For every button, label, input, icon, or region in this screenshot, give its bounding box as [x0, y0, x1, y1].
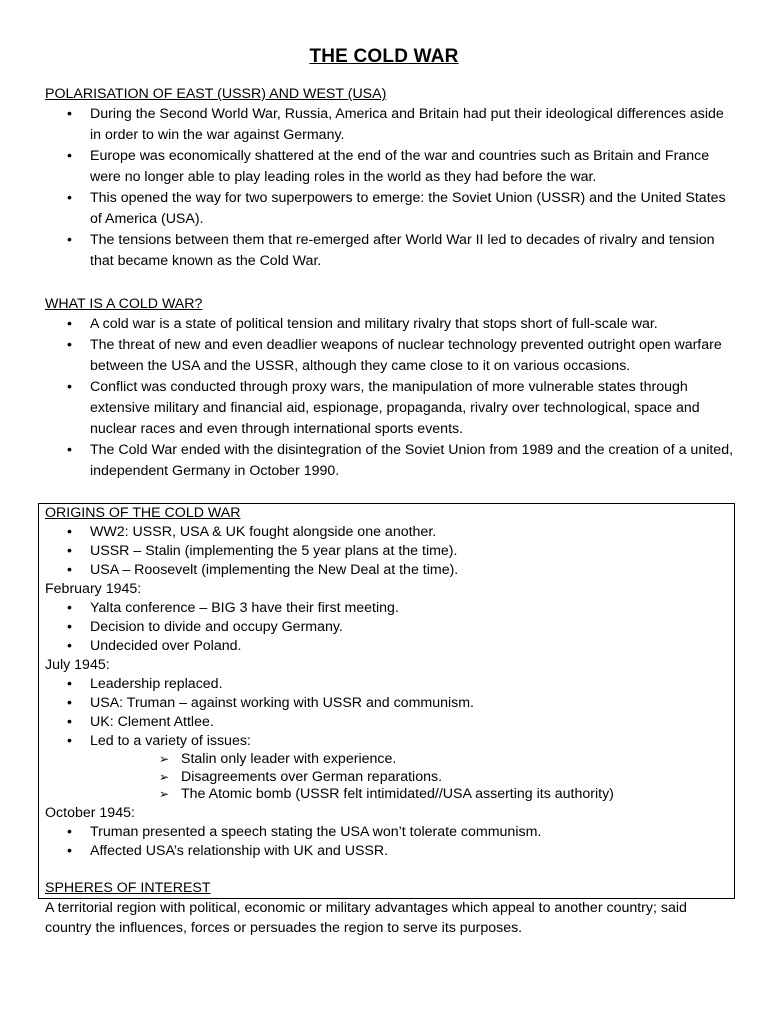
arrow-bullet-item: ➢ The Atomic bomb (USSR felt intimidated//USA asserting its authority) — [45, 786, 735, 804]
bullet-item: • The threat of new and even deadlier weapons of nuclear technology prevented outright open warfare between the USA and the USSR, although they came close to it on various occasions. — [45, 335, 735, 377]
bullet-item: • USA – Roosevelt (implementing the New Deal at the time). — [45, 561, 735, 580]
section-heading: SPHERES OF INTEREST — [45, 880, 211, 896]
bullet-list — [45, 314, 735, 482]
bullet-item: • USA: Truman – against working with USSR and communism. — [45, 694, 735, 713]
bullet-item: • Undecided over Poland. — [45, 637, 735, 656]
section-spheres — [45, 878, 735, 938]
arrow-bullet-item: ➢ Disagreements over German reparations. — [45, 769, 735, 787]
sub-bullet-list — [45, 751, 735, 804]
arrow-bullet-item: ➢ Stalin only leader with experience. — [45, 751, 735, 769]
bullet-item: • WW2: USSR, USA & UK fought alongside one another. — [45, 523, 735, 542]
section-heading: WHAT IS A COLD WAR? — [45, 296, 203, 312]
bullet-item: • This opened the way for two superpowers to emerge: the Soviet Union (USSR) and the United States of America (USA). — [45, 188, 735, 230]
bullet-item: • Decision to divide and occupy Germany. — [45, 618, 735, 637]
definition-paragraph: A territorial region with political, economic or military advantages which appeal to another country; said country the influences, forces or persuades the region to serve its purposes. — [45, 900, 687, 936]
bullet-list — [45, 599, 735, 656]
bullet-item: • During the Second World War, Russia, America and Britain had put their ideological differences aside in order to win the war against Germany. — [45, 104, 735, 146]
page-title: THE COLD WAR — [309, 46, 459, 67]
bullet-item: • Leadership replaced. — [45, 675, 735, 694]
bullet-item: • Yalta conference – BIG 3 have their first meeting. — [45, 599, 735, 618]
bullet-item: • A cold war is a state of political tension and military rivalry that stops short of full-scale war. — [45, 314, 735, 335]
bullet-item: • Led to a variety of issues: — [45, 732, 735, 751]
bullet-item: • Conflict was conducted through proxy wars, the manipulation of more vulnerable states through extensive military and financial aid, espionage, propaganda, rivalry over technological, space and nuclear races and even through international sports events. — [45, 377, 735, 440]
section-polarisation — [45, 84, 735, 272]
bullet-item: • Truman presented a speech stating the USA won’t tolerate communism. — [45, 823, 735, 842]
bullet-list — [45, 523, 735, 580]
bullet-item: • The tensions between them that re-emerged after World War II led to decades of rivalry and tension that became known as the Cold War. — [45, 230, 735, 272]
date-label: July 1945: — [45, 657, 110, 673]
section-origins — [45, 504, 735, 861]
bullet-list — [45, 675, 735, 751]
bullet-list — [45, 823, 735, 861]
section-heading: ORIGINS OF THE COLD WAR — [45, 505, 241, 521]
bullet-list — [45, 104, 735, 272]
section-heading: POLARISATION OF EAST (USSR) AND WEST (USA) — [45, 86, 387, 102]
date-label: October 1945: — [45, 804, 135, 821]
bullet-item: • UK: Clement Attlee. — [45, 713, 735, 732]
bullet-item: • USSR – Stalin (implementing the 5 year plans at the time). — [45, 542, 735, 561]
date-label: February 1945: — [45, 581, 142, 597]
bullet-item: • The Cold War ended with the disintegration of the Soviet Union from 1989 and the creation of a united, independent Germany in October 1990. — [45, 440, 735, 482]
bullet-item: • Affected USA’s relationship with UK and USSR. — [45, 842, 735, 861]
bullet-item: • Europe was economically shattered at the end of the war and countries such as Britain and France were no longer able to play leading roles in the world as they had before the war. — [45, 146, 735, 188]
section-what-is-cold-war — [45, 294, 735, 482]
